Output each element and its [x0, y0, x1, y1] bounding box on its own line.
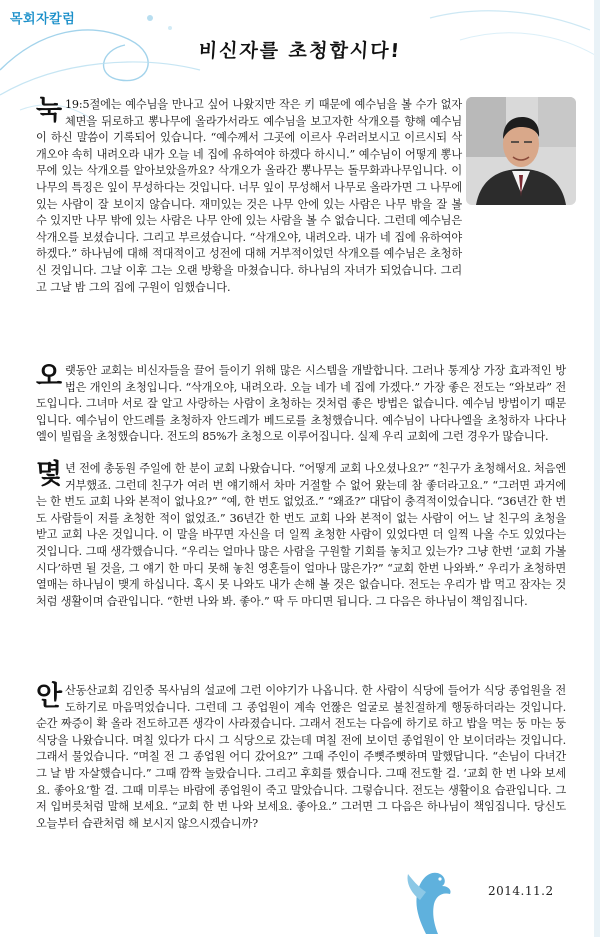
paragraph-1-text: 19:5절에는 예수님을 만나고 싶어 나왔지만 작은 키 때문에 예수님을 볼 수가 없자 체면을 뒤로하고 뽕나무에 올라가서라도 예수님을 보고자한 삭개오를 향해 예수님이 하신 말씀이 기록되어 있습니다. “예수께서 그곳에 이르사 우러러보시고 이르시되 삭개오야 속히 내려오라 내가 오늘 네 집에 유하여야 하겠다 하시니.” 예수님이 어떻게 뽕나무에 있는 삭개오를 알아보았을까요? 삭개오가 올라간 뽕나무는 돌무화과나무입니다. 이 나무의 특징은 잎이 무성하다는 것입니다. 너무 잎이 무성해서 나무로 올라가면 그 나무에 있는 사람이 잘 보이지 않습니다. 재미있는 것은 나무 안에 있는 사람은 나무 밖을 잘 볼 수 있지만 나무 밖에 있는 사람은 나무 안에 있는 사람을 볼 수 없습니다. 그런데 예수님은 삭개오를 보셨습니다. 그리고 부르셨습니다. “삭개오야, 내려오라. 내가 네 집에 유하여야 하겠다.” 하나님에 대해 적대적이고 성전에 대해 거부적이었던 삭개오를 예수님은 초청하신 것입니다. 그날 이후 그는 오랜 방황을 마쳤습니다. 하나님의 자녀가 되었습니다. 그리고 그날 밤 그의 집에 구원이 임했습니다. — [36, 98, 462, 294]
paragraph-4-dropcap: 안 — [36, 681, 62, 712]
section-tag: 목회자칼럼 — [10, 12, 76, 27]
paragraph-3-text: 년 전에 총동원 주일에 한 분이 교회 나왔습니다. “어떻게 교회 나오셨나요?” “친구가 초청해서요. 처음엔 거부했죠. 그런데 친구가 여러 번 얘기해서 차마 거절할 수 없어 왔는데 참 좋더라고요.” “그러면 과거에는 한 번도 교회 나와 본적이 없나요?” “예, 한 번도 없었죠.” “왜죠?” 대답이 충격적이었습니다. “36년간 한 번도 사람들이 저를 초청한 적이 없었죠.” 36년간 한 번도 교회 나와 본적이 없는 사람이 어느 날 친구의 초청을 받고 교회 나온 것입니다. 이 말을 바꾸면 자신을 더 일찍 초청한 사람이 있었다면 더 일찍 나올 수도 있었다는 것입니다. 그때 생각했습니다. “우리는 얼마나 많은 사람을 구원할 기회를 놓치고 있는가? 그냥 한번 ‘교회 가볼시다’하면 될 것을, 그 얘기 한 마디 못해 놓친 영혼들이 얼마나 많은가?” “교회 한번 나와봐.” 우리가 초청하면 열매는 하나님이 맺게 하십니다. 혹시 못 나와도 내가 손해 볼 것은 없습니다. 전도는 우리가 밥 먹고 잠자는 것처럼 생활이며 습관입니다. “한번 나와 봐. 좋아.” 딱 두 마디면 됩니다. 그 다음은 하나님이 책임집니다. — [36, 462, 566, 608]
bird-icon — [396, 856, 456, 936]
paragraph-4 — [36, 683, 566, 832]
paragraph-1 — [36, 97, 462, 296]
paragraph-1-dropcap: 눅 — [36, 95, 62, 126]
page-edge-bar — [594, 0, 600, 937]
paragraph-2 — [36, 363, 566, 446]
paragraph-3-dropcap: 몇 — [36, 459, 62, 490]
paragraph-3 — [36, 461, 566, 610]
date: 2014.11.2 — [488, 884, 554, 898]
paragraph-2-dropcap: 오 — [36, 361, 62, 392]
author-photo — [466, 97, 576, 205]
paragraph-4-text: 산동산교회 김인중 목사님의 설교에 그런 이야기가 나옵니다. 한 사람이 식당에 들어가 식당 종업원을 전도하기로 마음먹었습니다. 그런데 그 종업원이 계속 언짢은 얼굴로 불친절하게 행동하더라는 것입니다. 순간 짜증이 확 올라 전도하고픈 생각이 사라졌습니다. 그래서 전도는 다음에 하기로 하고 밥을 먹는 둥 마는 둥 식당을 나왔습니다. 며칠 있다가 다시 그 식당으로 갔는데 며칠 전에 보이던 종업원이 안 보이더라는 것입니다. 그래서 물었습니다. “며칠 전 그 종업원 어디 갔어요?” 그때 주인이 주뼛주뼛하며 말했답니다. “손님이 다녀간 그 날 밤 자살했습니다.” 그때 깜짝 놀랐습니다. 그리고 후회를 했습니다. 그때 전도할 걸. ‘교회 한 번 나와 보세요. 좋아요’할 걸. 그때 미루는 바람에 종업원이 죽고 말았습니다. 그렇습니다. 전도는 생활이요 습관입니다. 그저 입버릇처럼 말해 보세요. “교회 한 번 나와 보세요. 좋아요.” 그러면 그 다음은 하나님이 책임집니다. 당신도 오늘부터 습관처럼 해 보시지 않으시겠습니까? — [36, 684, 566, 830]
paragraph-2-text: 랫동안 교회는 비신자들을 끌어 들이기 위해 많은 시스템을 개발합니다. 그러나 통계상 가장 효과적인 방법은 개인의 초청입니다. “삭개오야, 내려오라. 오늘 네가 네 집에 가겠다.” 가장 좋은 전도는 “와보라” 전도입니다. 그녀마 서로 잘 알고 사랑하는 사람이 초청하는 것처럼 좋은 방법은 없습니다. 예수님 방법이기 때문입니다. 예수님이 안드레를 초청하자 안드레가 베드로를 초청했습니다. 예수님이 나다나엘을 초청하자 나다나엘이 빌립을 초청했습니다. 전도의 85%가 초청으로 이루어집니다. 실제 우리 교회에 그런 경우가 많습니다. — [36, 364, 566, 444]
page-title: 비신자를 초청합시다! — [197, 40, 402, 62]
